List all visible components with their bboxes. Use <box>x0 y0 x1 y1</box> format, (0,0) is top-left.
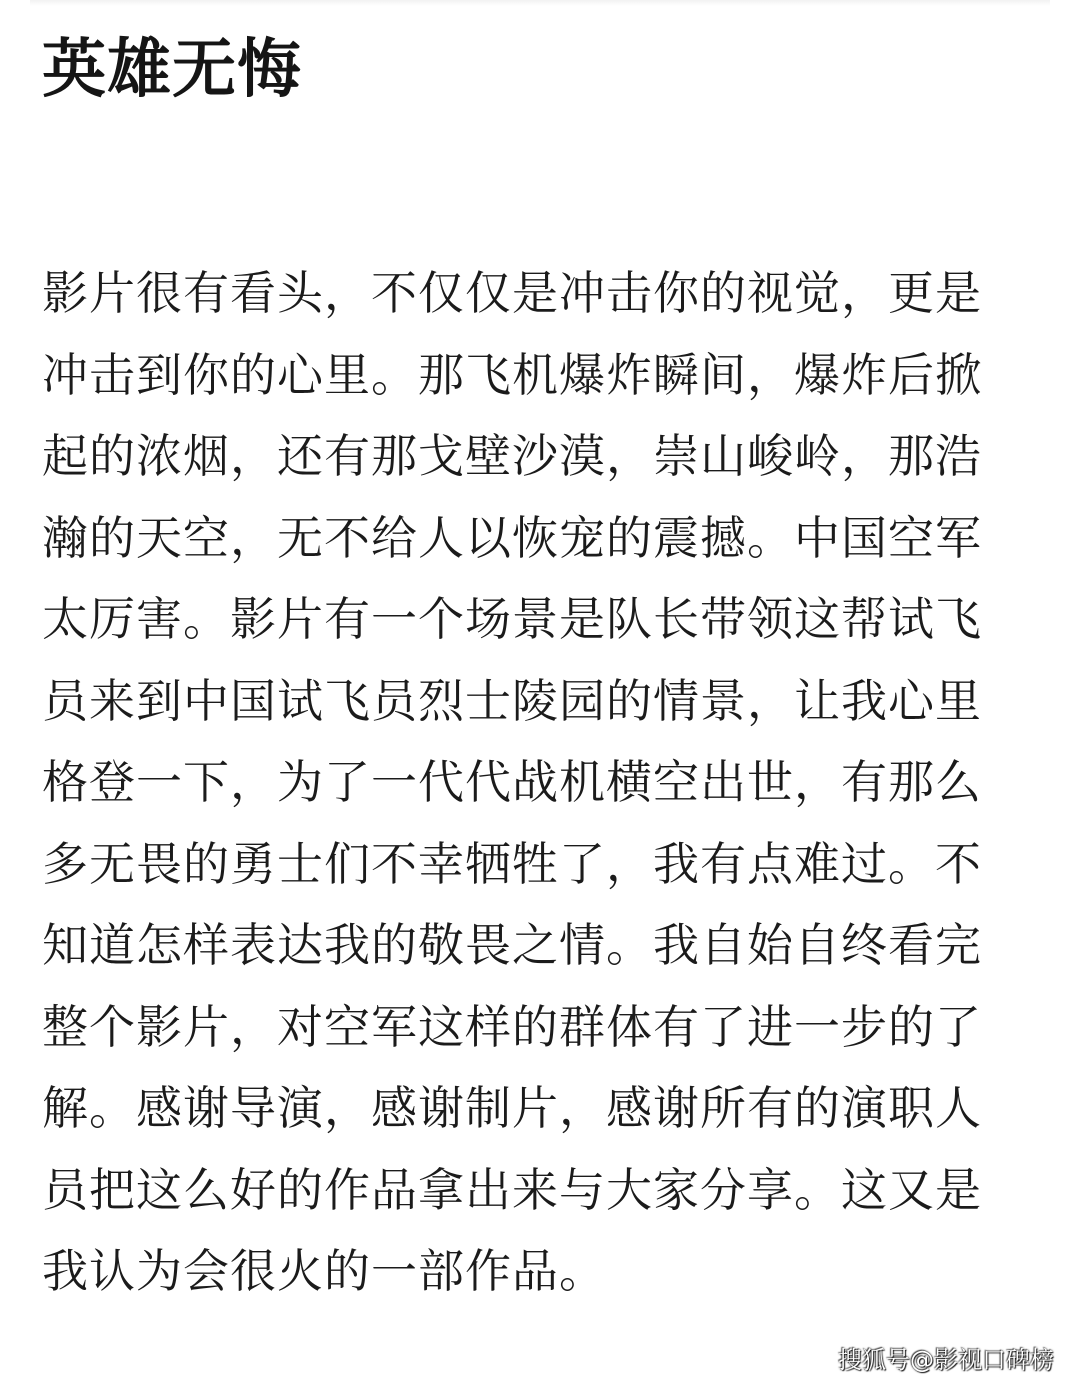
article-body <box>42 253 1042 1313</box>
body-line-8: 多无畏的勇士们不幸牺牲了，我有点难过。不 <box>42 836 982 891</box>
body-line-13: 我认为会很火的一部作品。 <box>42 1244 606 1298</box>
body-line-12: 员把这么好的作品拿出来与大家分享。这又是 <box>42 1162 982 1217</box>
body-line-9: 知道怎样表达我的敬畏之情。我自始自终看完 <box>42 918 982 972</box>
body-line-10: 整个影片，对空军这样的群体有了进一步的了 <box>42 999 982 1054</box>
source-watermark: 搜狐号@影视口碑榜 <box>838 1346 1054 1374</box>
body-line-4: 瀚的天空，无不给人以恢宠的震撼。中国空军 <box>42 510 982 565</box>
body-line-2: 冲击到你的心里。那飞机爆炸瞬间，爆炸后掀 <box>42 347 982 402</box>
body-line-11: 解。感谢导演，感谢制片，感谢所有的演职人 <box>42 1081 982 1135</box>
body-line-5: 太厉害。影片有一个场景是队长带领这帮试飞 <box>42 592 982 646</box>
body-line-1: 影片很有看头，不仅仅是冲击你的视觉，更是 <box>42 266 982 320</box>
body-line-3: 起的浓烟，还有那戈壁沙漠，崇山峻岭，那浩 <box>42 429 982 483</box>
top-divider <box>30 0 1050 6</box>
body-line-7: 格登一下，为了一代代战机横空出世，有那么 <box>42 755 982 809</box>
body-line-6: 员来到中国试飞员烈士陵园的情景，让我心里 <box>42 673 982 728</box>
article-title: 英雄无悔 <box>42 33 302 107</box>
